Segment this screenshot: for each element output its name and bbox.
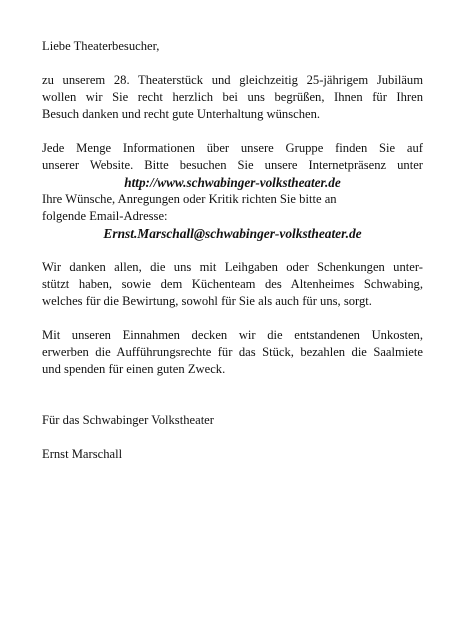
paragraph-income [42, 327, 423, 378]
closing-text: Für das Schwabinger Volkstheater [42, 413, 214, 427]
text-line: wollen wir Sie recht herzlich bei uns begrüßen, Ihnen für Ihren [42, 90, 423, 104]
text-line: Wir danken allen, die uns mit Leihgaben oder Schenkungen unter- [42, 260, 423, 274]
letter-page [42, 38, 423, 463]
text-line: stützt haben, sowie dem Küchenteam des Altenheimes Schwabing, [42, 277, 423, 291]
paragraph-welcome [42, 72, 423, 123]
spacer [42, 429, 423, 446]
paragraph-thanks [42, 259, 423, 310]
text-line: Ihre Wünsche, Anregungen oder Kritik richten Sie bitte an [42, 192, 337, 206]
text-line: Jede Menge Informationen über unsere Gruppe finden Sie auf [42, 141, 423, 155]
spacer [42, 378, 423, 412]
closing [42, 412, 423, 429]
text-line: folgende Email-Adresse: [42, 209, 168, 223]
text-line: erwerben die Aufführungsrechte für das Stück, bezahlen die Saalmiete [42, 345, 423, 359]
text-line: welches für die Bewirtung, sowohl für Sie als auch für uns, sorgt. [42, 294, 372, 308]
text-line: unserer Website. Bitte besuchen Sie unsere Internetpräsenz unter [42, 158, 423, 172]
text-line: und spenden für einen guten Zweck. [42, 362, 226, 376]
signature [42, 446, 423, 463]
spacer [42, 242, 423, 259]
text-line: zu unserem 28. Theaterstück und gleichzeitig 25-jährigem Jubiläum [42, 73, 423, 87]
salutation-text: Liebe Theaterbesucher, [42, 39, 160, 53]
spacer [42, 55, 423, 72]
paragraph-information [42, 140, 423, 242]
spacer [42, 123, 423, 140]
text-line: Besuch danken und recht gute Unterhaltung wünschen. [42, 107, 321, 121]
email-link[interactable]: Ernst.Marschall@schwabinger-volkstheater.de [103, 226, 362, 241]
website-link[interactable]: http://www.schwabinger-volkstheater.de [124, 175, 341, 190]
text-line: Mit unseren Einnahmen decken wir die entstandenen Unkosten, [42, 328, 423, 342]
signature-text: Ernst Marschall [42, 447, 123, 461]
salutation [42, 38, 423, 55]
spacer [42, 310, 423, 327]
